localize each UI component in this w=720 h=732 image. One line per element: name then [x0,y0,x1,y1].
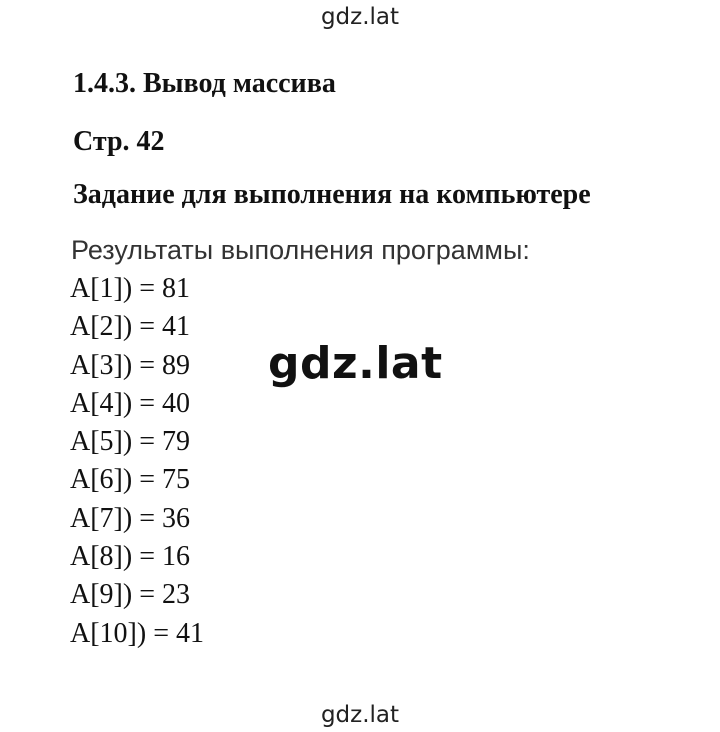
result-line: A[6]) = 75 [70,464,190,496]
watermark-center: gdz.lat [268,338,443,389]
result-line: A[10]) = 41 [70,617,204,649]
result-line: A[1]) = 81 [70,273,190,304]
result-line: A[2]) = 41 [70,311,190,343]
task-title: Задание для выполнения на компьютере [73,179,591,210]
result-line: A[7]) = 36 [70,502,190,534]
result-line: A[3]) = 89 [70,349,190,381]
results-list [70,270,204,653]
watermark-top: gdz.lat [320,4,400,30]
results-intro: Результаты выполнения программы: [71,235,530,265]
result-line: A[9]) = 23 [70,579,190,611]
page-reference: Стр. 42 [73,126,165,157]
result-line: A[5]) = 79 [70,426,190,458]
section-title: 1.4.3. Вывод массива [73,68,336,99]
result-line: A[4]) = 40 [70,387,190,419]
result-line: A[8]) = 16 [70,541,190,573]
watermark-bottom: gdz.lat [320,702,400,728]
